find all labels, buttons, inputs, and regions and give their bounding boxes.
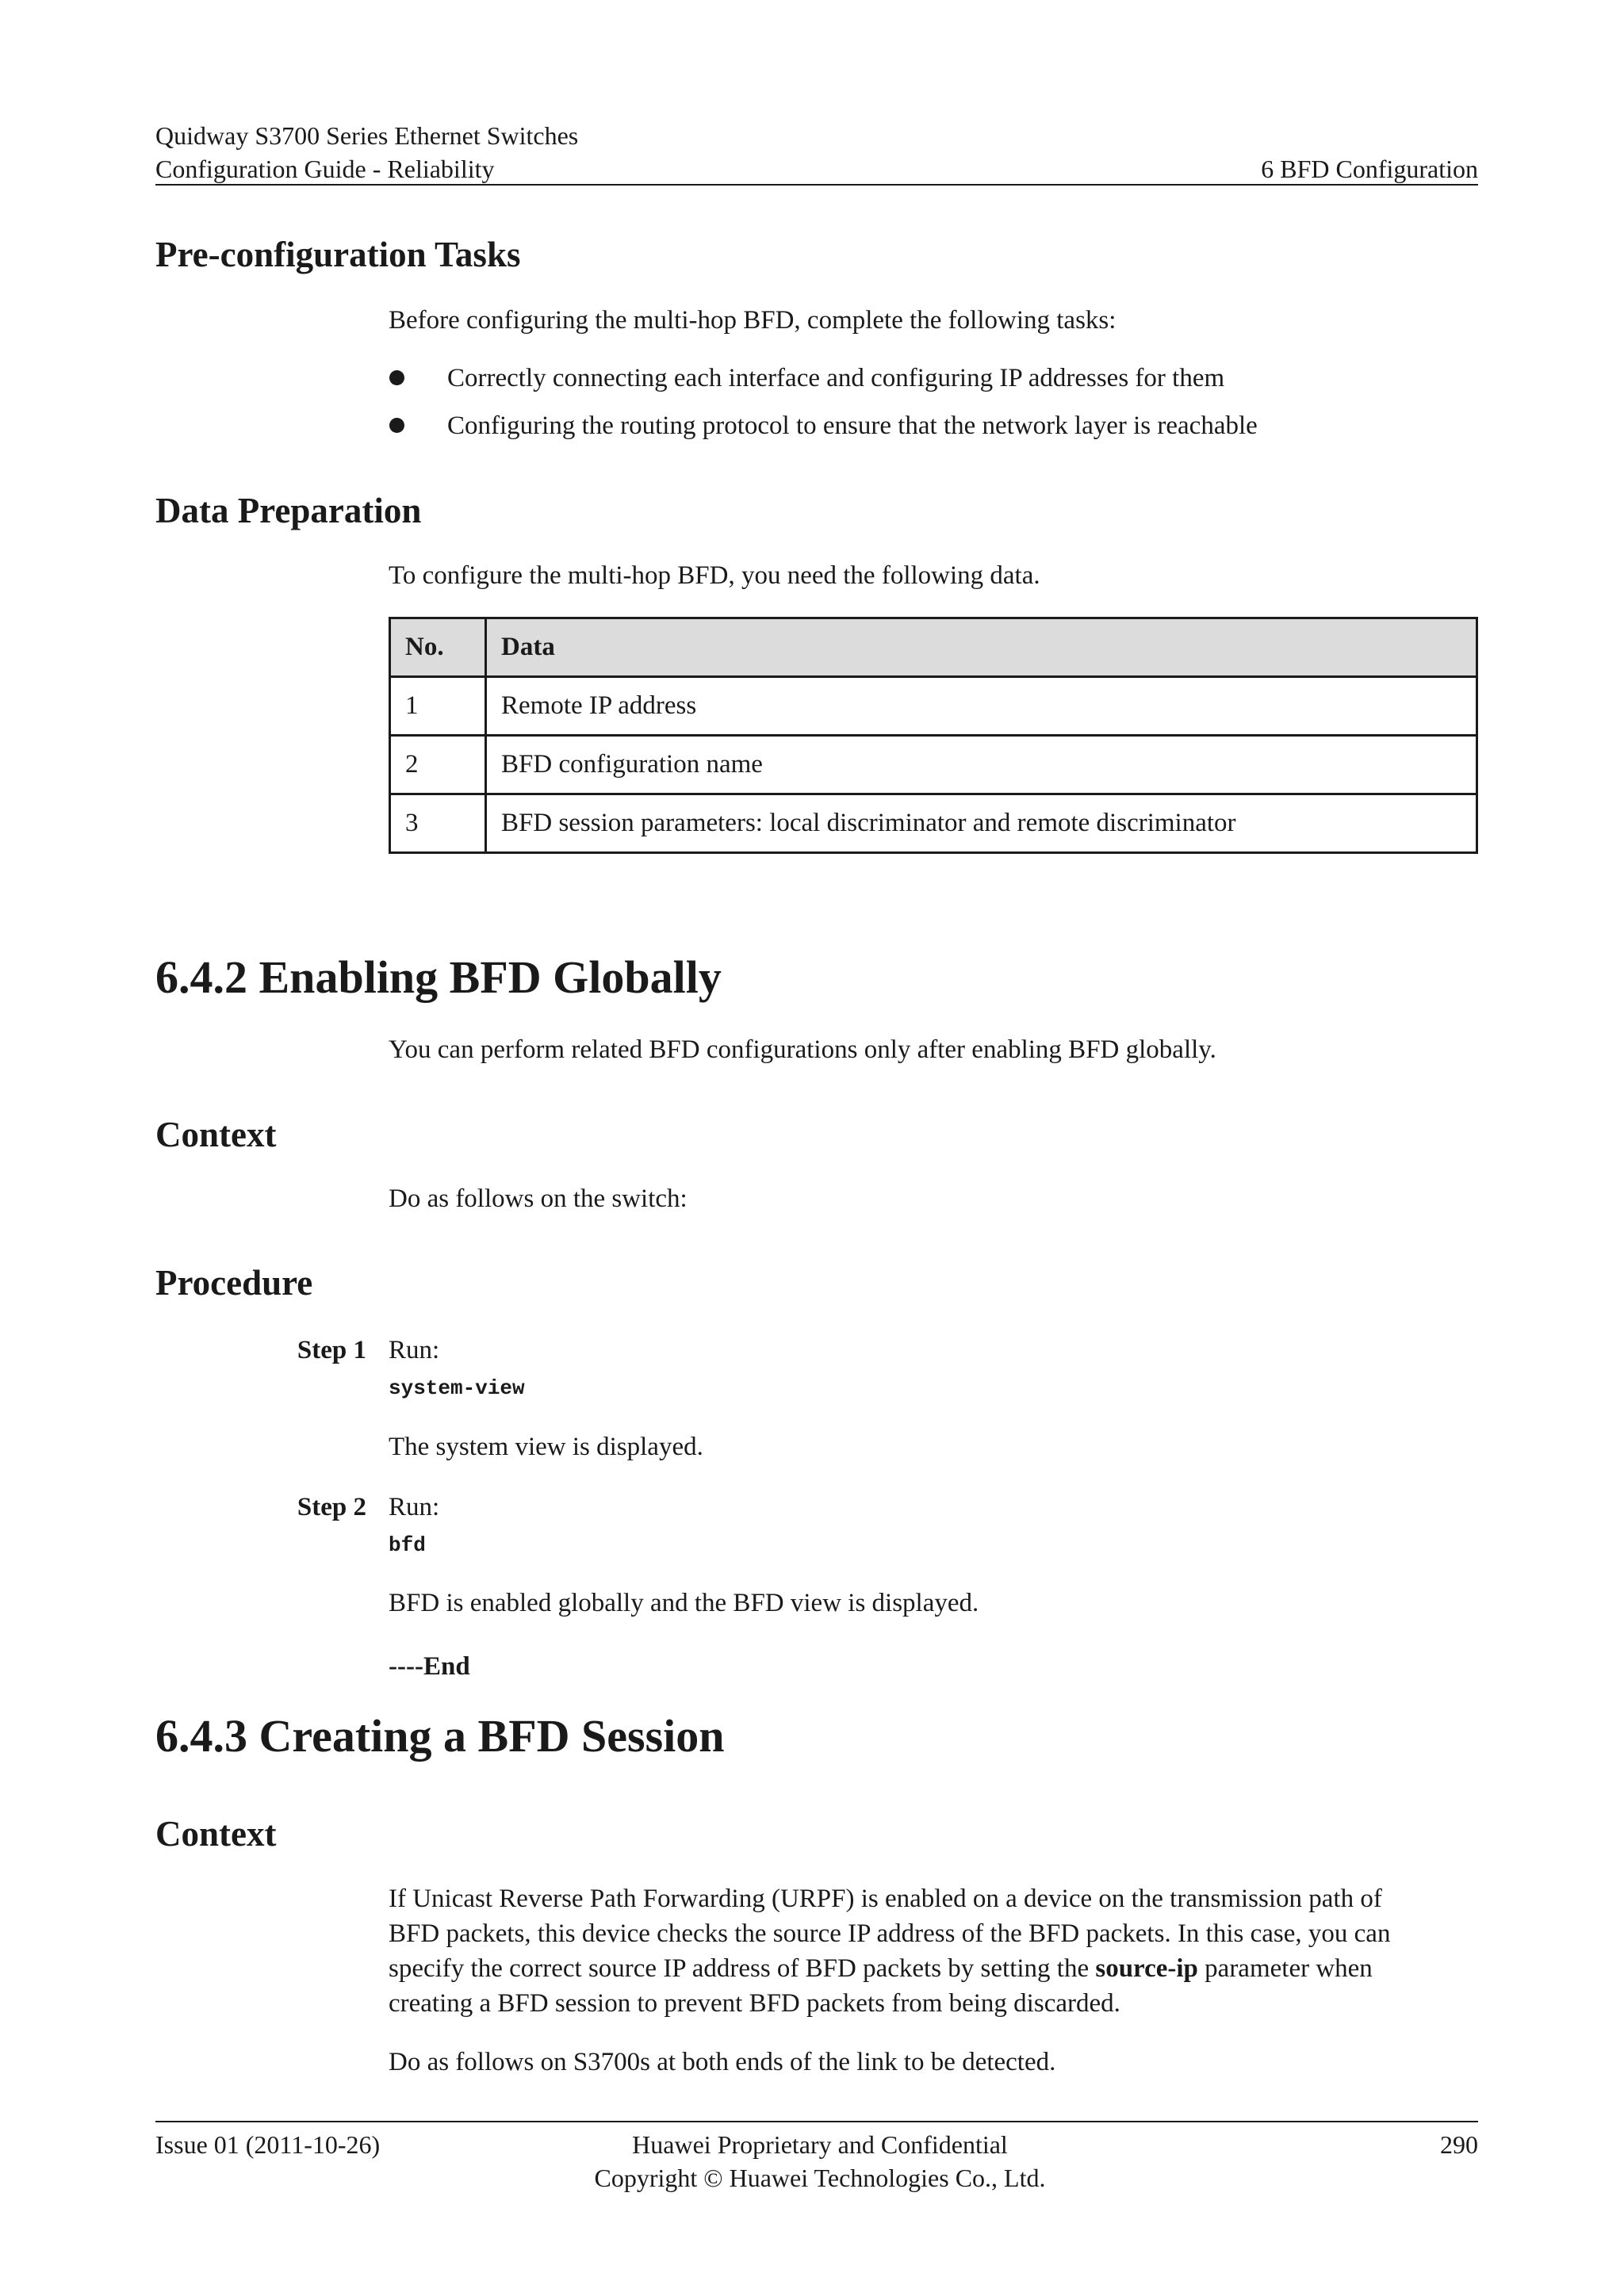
data-prep-heading: Data Preparation <box>155 491 422 530</box>
table-cell-no: 2 <box>390 736 486 794</box>
section-643-title: 6.4.3 Creating a BFD Session <box>155 1710 725 1762</box>
data-table <box>389 617 1478 854</box>
header-rule <box>155 184 1478 186</box>
section-643-para2: Do as follows on S3700s at both ends of the link to be detected. <box>389 2048 1056 2076</box>
step-command: system-view <box>389 1376 525 1400</box>
table-row <box>390 736 1477 794</box>
data-prep-intro: To configure the multi-hop BFD, you need the following data. <box>389 561 1040 590</box>
context-heading: Context <box>155 1115 277 1154</box>
footer-rule <box>155 2121 1478 2122</box>
footer-copyright: Copyright © Huawei Technologies Co., Ltd. <box>594 2164 1046 2192</box>
bullet-icon <box>389 418 404 433</box>
table-cell-no: 1 <box>390 677 486 736</box>
step-label: Step 1 <box>297 1336 366 1364</box>
context-heading: Context <box>155 1814 277 1854</box>
table-cell-data: BFD configuration name <box>486 736 1477 794</box>
step-label: Step 2 <box>297 1493 366 1521</box>
section-642-title: 6.4.2 Enabling BFD Globally <box>155 951 722 1003</box>
preconfig-bullet: Configuring the routing protocol to ensure that the network layer is reachable <box>447 411 1258 440</box>
step-result: BFD is enabled globally and the BFD view is displayed. <box>389 1589 979 1617</box>
preconfig-intro: Before configuring the multi-hop BFD, complete the following tasks: <box>389 306 1116 335</box>
table-cell-data: Remote IP address <box>486 677 1477 736</box>
procedure-heading: Procedure <box>155 1263 313 1303</box>
footer-issue: Issue 01 (2011-10-26) <box>155 2130 381 2159</box>
footer-page-number: 290 <box>1440 2130 1478 2159</box>
para-text: parameter when <box>1197 1954 1373 1983</box>
preconfig-heading: Pre-configuration Tasks <box>155 235 521 274</box>
header-guide: Configuration Guide - Reliability <box>155 155 495 183</box>
table-cell-data: BFD session parameters: local discriminator and remote discriminator <box>486 794 1477 853</box>
step-result: The system view is displayed. <box>389 1433 703 1461</box>
source-ip-keyword: source-ip <box>1095 1954 1198 1983</box>
table-header-row <box>390 618 1477 677</box>
section-643-para1-line: BFD packets, this device checks the source IP address of the BFD packets. In this case, you can <box>389 1919 1391 1948</box>
table-cell-no: 3 <box>390 794 486 853</box>
section-643-para1-line: If Unicast Reverse Path Forwarding (URPF) is enabled on a device on the transmission path of <box>389 1885 1382 1913</box>
bullet-icon <box>389 370 404 385</box>
section-643-para1-line <box>389 1951 1373 1986</box>
context-text: Do as follows on the switch: <box>389 1184 688 1213</box>
header-product: Quidway S3700 Series Ethernet Switches <box>155 121 579 150</box>
step-run: Run: <box>389 1336 440 1364</box>
step-command: bfd <box>389 1533 426 1557</box>
header-chapter: 6 BFD Configuration <box>1261 155 1478 183</box>
procedure-end-marker: ----End <box>389 1652 470 1681</box>
preconfig-bullet: Correctly connecting each interface and configuring IP addresses for them <box>447 364 1225 392</box>
footer-confidential: Huawei Proprietary and Confidential <box>632 2130 1008 2159</box>
table-header-no: No. <box>390 618 486 677</box>
table-header-data: Data <box>486 618 1477 677</box>
table-row <box>390 677 1477 736</box>
section-643-para1-line: creating a BFD session to prevent BFD packets from being discarded. <box>389 1989 1120 2018</box>
table-row <box>390 794 1477 853</box>
step-run: Run: <box>389 1493 440 1521</box>
section-642-intro: You can perform related BFD configurations only after enabling BFD globally. <box>389 1035 1216 1064</box>
para-text: specify the correct source IP address of BFD packets by setting the <box>389 1954 1096 1983</box>
